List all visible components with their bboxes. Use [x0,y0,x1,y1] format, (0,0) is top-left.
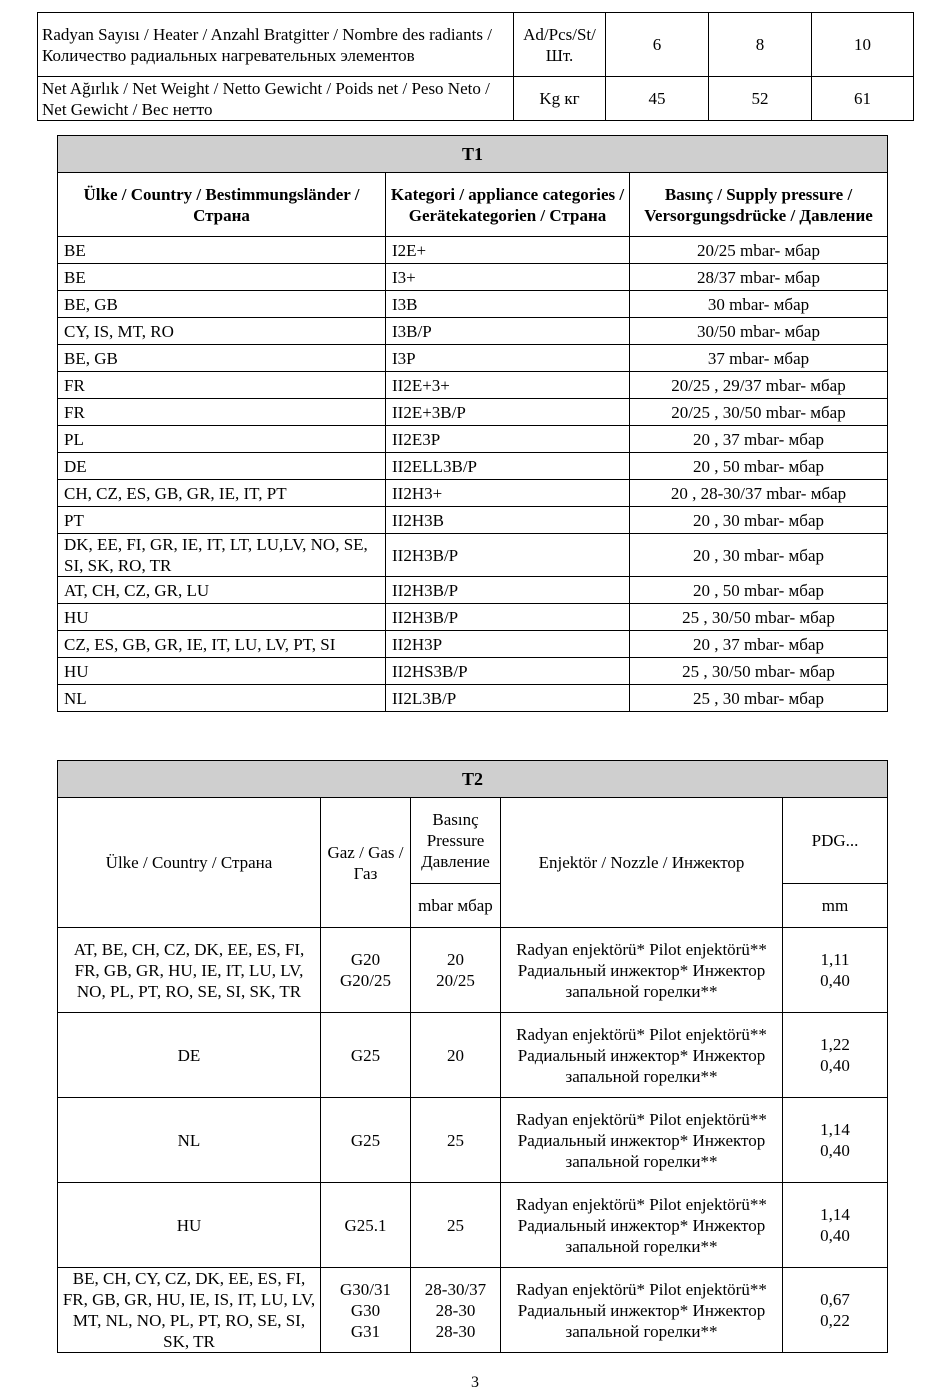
t1-cell-pressure: 20/25 , 30/50 mbar- мбар [630,399,888,426]
t2-title: T2 [58,761,888,798]
t1-row [58,507,888,534]
spec-label: Radyan Sayısı / Heater / Anzahl Bratgitter / Nombre des radiants / Количество радиальных нагревательных элементов [38,13,514,77]
t2-cell-nozzle: Radyan enjektörü* Pilot enjektörü** Радиальный инжектор* Инжектор запальной горелки** [501,1098,783,1183]
t1-cell-country: CZ, ES, GB, GR, IE, IT, LU, LV, PT, SI [58,631,386,658]
spec-value: 10 [812,13,914,77]
t1-header-country: Ülke / Country / Bestimmungsländer / Страна [58,173,386,237]
t1-row [58,685,888,712]
t1-header-pressure: Basınç / Supply pressure / Versorgungsdrücke / Давление [630,173,888,237]
t2-header-country: Ülke / Country / Страна [58,798,321,928]
spec-label: Net Ağırlık / Net Weight / Netto Gewicht / Poids net / Peso Neto / Net Gewicht / Вес нетто [38,77,514,121]
t2-cell-pressure: 25 [411,1098,501,1183]
t1-cell-pressure: 20 , 50 mbar- мбар [630,453,888,480]
t1-cell-pressure: 20 , 28-30/37 mbar- мбар [630,480,888,507]
t2-cell-pdg: 1,14 0,40 [783,1183,888,1268]
t2-cell-pressure: 25 [411,1183,501,1268]
spec-row-radiants [38,13,914,77]
t2-cell-pdg: 1,11 0,40 [783,928,888,1013]
t2-table [57,760,888,1353]
spec-value: 45 [606,77,709,121]
t1-cell-category: II2E+3B/P [386,399,630,426]
t2-header-pdg-unit: mm [783,884,888,928]
t1-cell-category: II2H3B/P [386,577,630,604]
t1-row [58,658,888,685]
t1-cell-pressure: 20/25 mbar- мбар [630,237,888,264]
t2-row [58,1013,888,1098]
t2-cell-pressure: 20 [411,1013,501,1098]
t2-cell-nozzle: Radyan enjektörü* Pilot enjektörü** Радиальный инжектор* Инжектор запальной горелки** [501,1183,783,1268]
t2-row [58,1098,888,1183]
t1-cell-category: I2E+ [386,237,630,264]
spec-row-weight [38,77,914,121]
t1-cell-pressure: 20 , 50 mbar- мбар [630,577,888,604]
t2-cell-gas: G25 [321,1013,411,1098]
t2-cell-pdg: 1,22 0,40 [783,1013,888,1098]
t1-cell-pressure: 25 , 30/50 mbar- мбар [630,658,888,685]
t1-row [58,237,888,264]
t1-cell-category: I3B/P [386,318,630,345]
t2-header-pressure-unit: mbar мбар [411,884,501,928]
t1-cell-pressure: 28/37 mbar- мбар [630,264,888,291]
t2-header-pressure: Basınç Pressure Давление [411,798,501,884]
t2-cell-pdg: 0,67 0,22 [783,1268,888,1353]
spec-value: 61 [812,77,914,121]
t1-cell-country: DE [58,453,386,480]
t1-cell-country: PL [58,426,386,453]
spec-unit: Ad/Pcs/St/ Шт. [514,13,606,77]
t2-header-nozzle: Enjektör / Nozzle / Инжектор [501,798,783,928]
t1-cell-pressure: 20 , 30 mbar- мбар [630,534,888,577]
t2-body [58,928,888,1353]
t1-row [58,631,888,658]
t1-cell-category: I3B [386,291,630,318]
t1-cell-pressure: 30 mbar- мбар [630,291,888,318]
t2-cell-pressure: 20 20/25 [411,928,501,1013]
t1-table [57,135,888,712]
spec-table [37,12,914,121]
t1-cell-category: II2L3B/P [386,685,630,712]
t2-cell-country: NL [58,1098,321,1183]
t2-row [58,1183,888,1268]
t2-cell-country: AT, BE, CH, CZ, DK, EE, ES, FI, FR, GB, GR, HU, IE, IT, LU, LV, NO, PL, PT, RO, SE, SI, SK, TR [58,928,321,1013]
t1-cell-category: II2E3P [386,426,630,453]
t1-row [58,453,888,480]
spec-value: 52 [709,77,812,121]
t1-cell-country: NL [58,685,386,712]
t1-cell-country: HU [58,604,386,631]
t2-cell-pdg: 1,14 0,40 [783,1098,888,1183]
spec-unit: Kg кг [514,77,606,121]
t1-cell-category: II2H3+ [386,480,630,507]
t1-cell-category: II2H3P [386,631,630,658]
t1-row [58,318,888,345]
t1-row [58,345,888,372]
t2-cell-gas: G20 G20/25 [321,928,411,1013]
t1-cell-pressure: 20 , 37 mbar- мбар [630,426,888,453]
t1-cell-country: AT, CH, CZ, GR, LU [58,577,386,604]
page-number: 3 [471,1374,479,1391]
t1-row [58,264,888,291]
t1-body [58,237,888,712]
t1-cell-pressure: 37 mbar- мбар [630,345,888,372]
t1-cell-country: PT [58,507,386,534]
t1-cell-pressure: 20 , 37 mbar- мбар [630,631,888,658]
t2-cell-country: DE [58,1013,321,1098]
t2-cell-country: HU [58,1183,321,1268]
t1-cell-category: I3P [386,345,630,372]
t1-cell-country: DK, EE, FI, GR, IE, IT, LT, LU,LV, NO, SE, SI, SK, RO, TR [58,534,386,577]
t1-cell-country: BE, GB [58,291,386,318]
t1-row [58,399,888,426]
t1-cell-pressure: 20 , 30 mbar- мбар [630,507,888,534]
t1-cell-country: CH, CZ, ES, GB, GR, IE, IT, PT [58,480,386,507]
t1-cell-category: II2HS3B/P [386,658,630,685]
t1-cell-pressure: 30/50 mbar- мбар [630,318,888,345]
spec-value: 8 [709,13,812,77]
spec-value: 6 [606,13,709,77]
t1-row [58,291,888,318]
t2-header-gas: Gaz / Gas / Газ [321,798,411,928]
t1-cell-category: II2H3B [386,507,630,534]
t1-title: T1 [58,136,888,173]
t2-cell-country: BE, CH, CY, CZ, DK, EE, ES, FI, FR, GB, GR, HU, IE, IS, IT, LU, LV, MT, NL, NO, PL, PT, RO, SE, SI, SK, TR [58,1268,321,1353]
t1-cell-country: BE, GB [58,345,386,372]
t2-cell-nozzle: Radyan enjektörü* Pilot enjektörü** Радиальный инжектор* Инжектор запальной горелки** [501,928,783,1013]
t1-cell-country: BE [58,264,386,291]
t1-cell-pressure: 25 , 30 mbar- мбар [630,685,888,712]
t2-cell-gas: G25.1 [321,1183,411,1268]
t2-row [58,1268,888,1353]
t1-row [58,534,888,577]
t1-cell-country: FR [58,399,386,426]
t1-cell-country: CY, IS, MT, RO [58,318,386,345]
t1-cell-category: II2H3B/P [386,534,630,577]
t1-cell-country: HU [58,658,386,685]
t2-cell-gas: G25 [321,1098,411,1183]
t2-cell-nozzle: Radyan enjektörü* Pilot enjektörü** Радиальный инжектор* Инжектор запальной горелки** [501,1268,783,1353]
t1-cell-country: BE [58,237,386,264]
t1-cell-pressure: 20/25 , 29/37 mbar- мбар [630,372,888,399]
t1-row [58,577,888,604]
t1-cell-pressure: 25 , 30/50 mbar- мбар [630,604,888,631]
t1-row [58,604,888,631]
t2-row [58,928,888,1013]
t1-row [58,372,888,399]
t1-cell-country: FR [58,372,386,399]
t1-row [58,480,888,507]
t1-header-category: Kategori / appliance categories / Gerätekategorien / Страна [386,173,630,237]
t2-header-pdg: PDG... [783,798,888,884]
t1-cell-category: II2E+3+ [386,372,630,399]
t1-cell-category: I3+ [386,264,630,291]
t1-cell-category: II2ELL3B/P [386,453,630,480]
t2-cell-pressure: 28-30/37 28-30 28-30 [411,1268,501,1353]
t1-cell-category: II2H3B/P [386,604,630,631]
t2-cell-nozzle: Radyan enjektörü* Pilot enjektörü** Радиальный инжектор* Инжектор запальной горелки** [501,1013,783,1098]
t1-row [58,426,888,453]
t2-cell-gas: G30/31 G30 G31 [321,1268,411,1353]
